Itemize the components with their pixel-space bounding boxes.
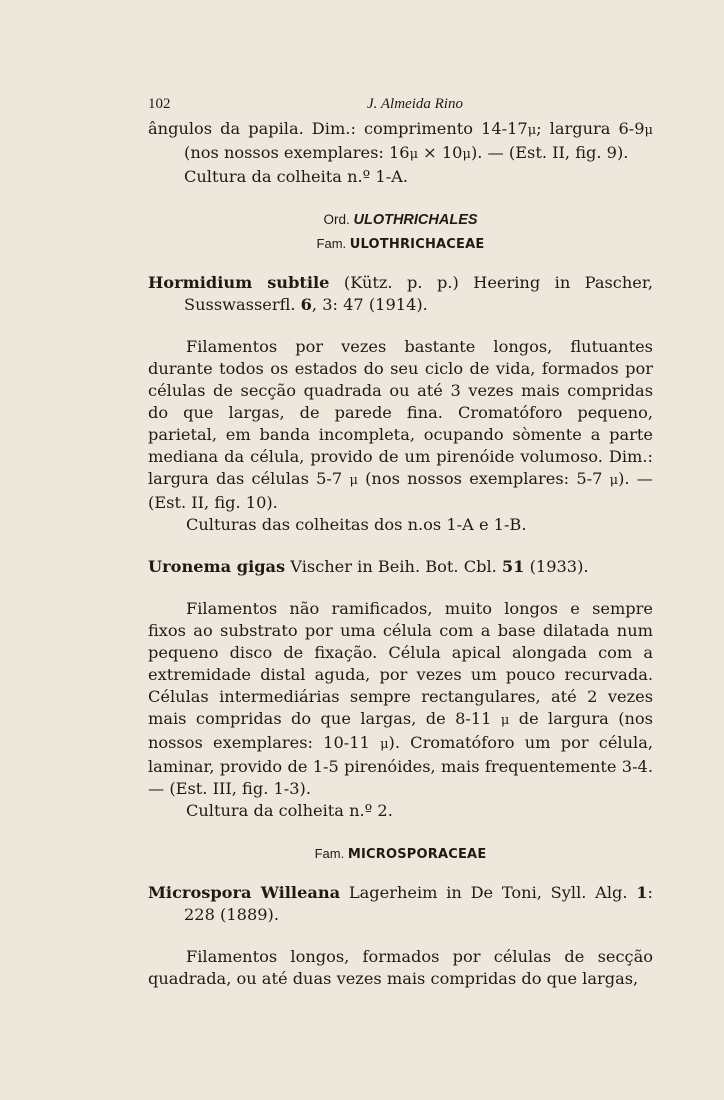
mu-symbol: μ: [644, 123, 653, 138]
mu-symbol: μ: [349, 473, 358, 488]
text: Filamentos por vezes bastante longos, flutuantes durante todos os estados do seu ciclo de vida, formados por células de secção quadrada ou até 3 vezes mais compridas do que largas, de parede fina. Cromatóforo pequeno, parietal, em banda incompleta, ocupando sòmente a parte mediana da célula, provido de um pirenóide volumoso. Dim.: largura das células 5-7: [148, 337, 653, 488]
page-body: [148, 118, 653, 990]
species-citation: [148, 272, 653, 316]
mu-symbol: μ: [409, 147, 419, 162]
species-name: Microspora Willeana: [148, 883, 341, 902]
text: (Kütz. p. p.) Heering in Pascher, Susswasserfl.: [184, 273, 653, 314]
family-name: MICROSPORACEAE: [347, 847, 487, 862]
species-citation: [148, 882, 653, 926]
culture-note: Culturas das colheitas dos n.os 1-A e 1-B.: [186, 515, 527, 534]
page-number: 102: [148, 96, 171, 112]
mu-symbol: μ: [500, 713, 510, 728]
family-heading: [148, 236, 653, 252]
volume: 6: [300, 295, 312, 314]
species-description: Filamentos longos, formados por células de secção quadrada, ou até duas vezes mais compridas do que largas,: [148, 947, 653, 988]
culture-note: Cultura da colheita n.º 2.: [186, 801, 393, 820]
text: ). Cromatóforo um por célula, laminar, provido de 1-5 pirenóides, mais frequentemente 3-4. — (Est. III, fig. 1-3).: [148, 733, 654, 798]
page-header: [148, 96, 653, 116]
text: : 228 (1889).: [184, 883, 653, 924]
text: ). — (Est. II, fig. 10).: [148, 469, 653, 512]
text: (nos nossos exemplares: 5-7: [357, 469, 603, 488]
order-name: ULOTHRICHALES: [353, 212, 478, 228]
family-prefix: Fam.: [316, 236, 347, 251]
text: de largura (nos nossos exemplares: 10-11: [148, 709, 653, 752]
running-head: J. Almeida Rino: [367, 96, 463, 112]
mu-symbol: μ: [527, 123, 537, 138]
family-heading: [148, 846, 653, 862]
text: Vischer in Beih. Bot. Cbl.: [285, 557, 502, 576]
volume: 51: [501, 557, 525, 576]
species-name: Uronema gigas: [148, 557, 286, 576]
text: ; largura 6-9: [536, 119, 645, 138]
family-prefix: Fam.: [314, 846, 345, 861]
text: × 10: [418, 143, 463, 162]
species-description: [148, 598, 653, 800]
species-citation: [148, 556, 653, 578]
family-name: ULOTHRICHACEAE: [349, 237, 485, 252]
mu-symbol: μ: [462, 147, 471, 162]
mu-symbol: μ: [609, 473, 619, 488]
text: Lagerheim in De Toni, Syll. Alg.: [340, 883, 637, 902]
mu-symbol: μ: [380, 737, 389, 752]
text: ângulos da papila. Dim.: comprimento 14-17: [148, 119, 528, 138]
continued-description: [148, 118, 653, 166]
order-prefix: Ord.: [323, 212, 350, 227]
order-heading: [148, 212, 653, 228]
species-description: [148, 336, 653, 514]
volume: 1: [636, 883, 648, 902]
text: (nos nossos exemplares: 16: [184, 143, 410, 162]
text: , 3: 47 (1914).: [311, 295, 428, 314]
text: ). — (Est. II, fig. 9).: [470, 143, 629, 162]
text: (1933).: [524, 557, 589, 576]
species-name: Hormidium subtile: [148, 273, 330, 292]
text: Filamentos não ramificados, muito longos e sempre fixos ao substrato por uma célula com a base dilatada num pequeno disco de fixação. Célula apical alongada com a extremidade distal aguda, por vezes um pouco recurvada. Células intermediárias sempre rectangulares, até 2 vezes mais compridas do que largas, de 8-11: [148, 599, 653, 728]
culture-note: Cultura da colheita n.º 1-A.: [184, 167, 409, 186]
